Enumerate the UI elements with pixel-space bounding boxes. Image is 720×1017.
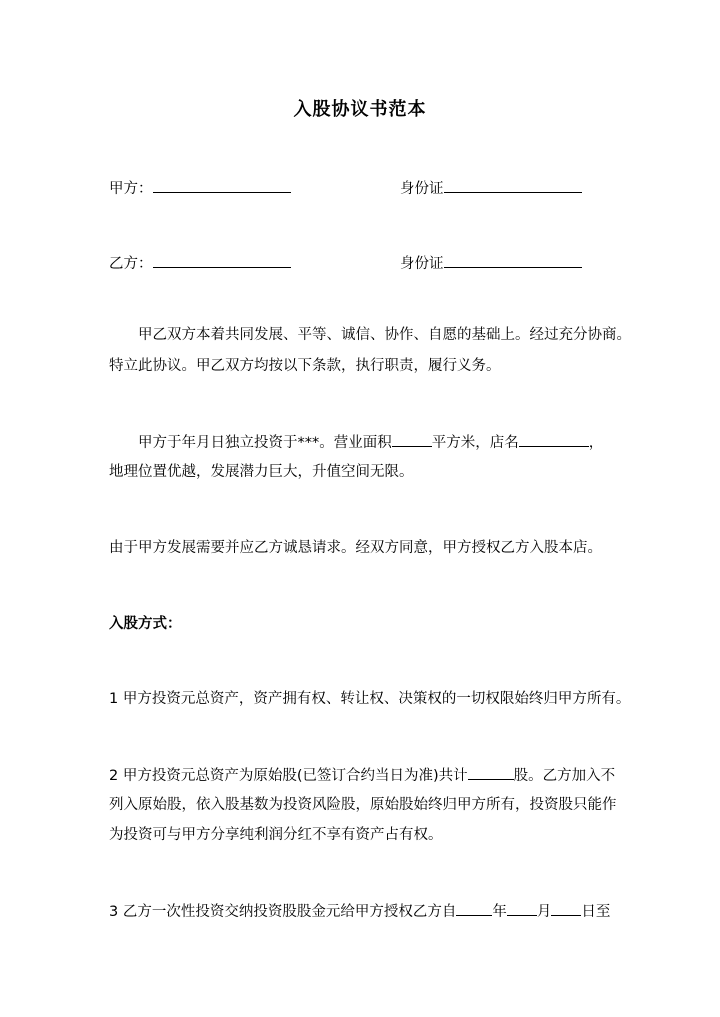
year-blank — [456, 901, 492, 916]
paragraph-2-part-2: 平方米，店名 — [431, 435, 519, 451]
document-title: 入股协议书范本 — [293, 99, 427, 120]
paragraph-2-part-1: 甲方于年月日独立投资于***。营业面积 — [138, 435, 392, 451]
day-blank — [551, 901, 581, 916]
clause-3-line-1 — [109, 901, 610, 922]
clause-3-day: 日至 — [581, 904, 611, 920]
clause-1: 1 甲方投资元总资产，资产拥有权、转让权、决策权的一切权限始终归甲方所有。 — [109, 691, 631, 707]
clause-2-part-1: 2 甲方投资元总资产为原始股(已签订合约当日为准)共计 — [109, 768, 468, 784]
paragraph-2-line-1 — [138, 432, 603, 453]
clause-3-year: 年 — [492, 904, 507, 920]
shares-blank — [468, 765, 514, 780]
party-b-row — [109, 253, 291, 274]
party-b-blank — [153, 253, 291, 268]
clause-2-line-2: 列入原始股，依入股基数为投资风险股，原始股始终归甲方所有，投资股只能作 — [109, 797, 617, 813]
party-b-id-blank — [444, 253, 582, 268]
clause-3-part-1: 3 乙方一次性投资交纳投资股股金元给甲方授权乙方自 — [109, 904, 457, 920]
paragraph-2-part-3: ， — [588, 435, 604, 451]
area-blank — [392, 432, 432, 447]
party-a-id-row — [400, 178, 582, 199]
party-b-label: 乙方： — [109, 256, 153, 272]
paragraph-1-line-2: 特立此协议。甲乙双方均按以下条款，执行职责，履行义务。 — [109, 358, 501, 374]
section-heading: 入股方式： — [109, 616, 182, 632]
paragraph-1-line-1: 甲乙双方本着共同发展、平等、诚信、协作、自愿的基础上。经过充分协商。 — [138, 327, 631, 343]
party-b-id-label: 身份证 — [400, 256, 444, 272]
clause-3-month: 月 — [536, 904, 552, 920]
clause-2-part-2: 股。乙方加入不 — [513, 768, 616, 784]
store-name-blank — [519, 432, 589, 447]
clause-2-line-3: 为投资可与甲方分享纯利润分红不享有资产占有权。 — [109, 827, 443, 843]
party-a-id-blank — [444, 178, 582, 193]
party-a-blank — [153, 178, 291, 193]
clause-2-line-1 — [109, 765, 615, 786]
paragraph-2-line-2: 地理位置优越，发展潜力巨大，升值空间无限。 — [109, 464, 414, 480]
party-a-id-label: 身份证 — [400, 181, 444, 197]
party-a-row — [109, 178, 291, 199]
month-blank — [507, 901, 537, 916]
party-a-label: 甲方： — [109, 181, 153, 197]
party-b-id-row — [400, 253, 582, 274]
paragraph-3: 由于甲方发展需要并应乙方诚恳请求。经双方同意，甲方授权乙方入股本店。 — [109, 540, 602, 556]
